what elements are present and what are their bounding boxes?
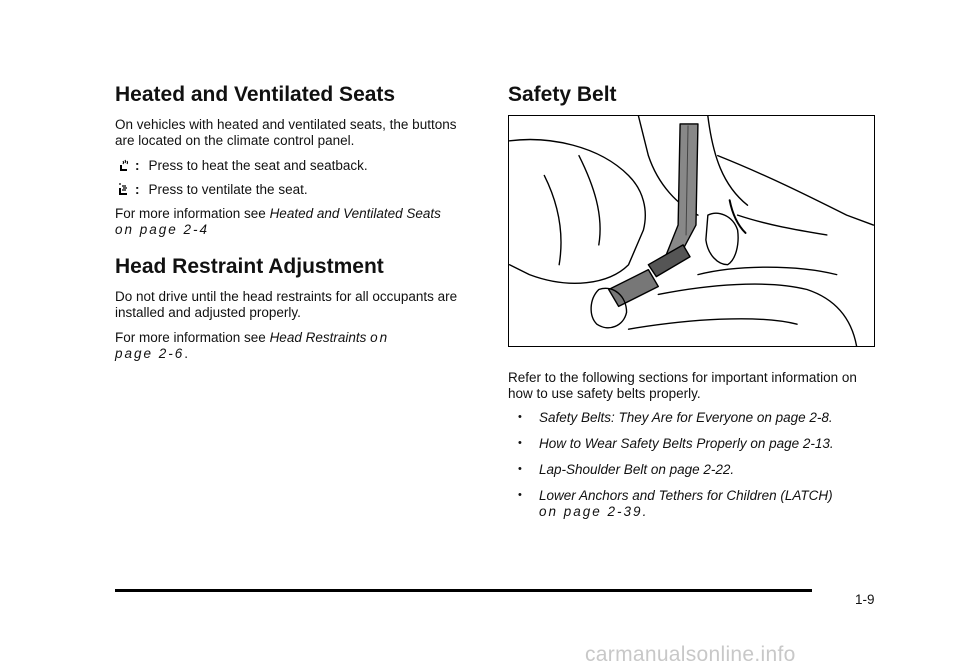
right-hand — [706, 213, 738, 264]
page-number: 1-9 — [855, 592, 875, 607]
head-restraint-heading: Head Restraint Adjustment — [115, 255, 384, 278]
heated-seat-icon — [115, 158, 131, 174]
vent-button-line — [115, 182, 475, 198]
left-sleeve-fold-2 — [544, 175, 561, 264]
watermark: carmanualsonline.info — [585, 643, 796, 666]
head-restraint-link[interactable]: Head Restraints — [269, 330, 367, 345]
link-text[interactable]: Lap-Shoulder Belt on page 2-22. — [539, 462, 735, 477]
lap-line — [698, 267, 837, 274]
vent-button-text: Press to ventilate the seat. — [148, 182, 308, 197]
person-buckling-belt-illustration — [509, 116, 874, 346]
list-item[interactable] — [508, 462, 878, 478]
link-text[interactable]: How to Wear Safety Belts Properly on page 2-13. — [539, 436, 834, 451]
heated-more-info-prefix: For more information see — [115, 206, 270, 221]
bullet-icon: • — [518, 463, 522, 475]
leg-contour — [658, 284, 856, 346]
right-arm-lower — [738, 215, 827, 235]
list-item[interactable] — [508, 410, 878, 426]
heated-more-info-link[interactable]: Heated and Ventilated Seats — [269, 206, 441, 221]
heat-colon: : — [135, 158, 140, 173]
left-sleeve-fold — [579, 156, 600, 245]
bullet-icon: • — [518, 437, 522, 449]
heated-more-info — [115, 206, 475, 238]
bullet-icon: • — [518, 489, 522, 501]
head-restraint-body: Do not drive until the head restraints for all occupants are installed and adjusted properly. — [115, 289, 458, 320]
heated-more-info-page[interactable]: on page 2-4 — [115, 222, 210, 237]
bullet-icon: • — [518, 411, 522, 423]
safety-belt-text — [508, 370, 878, 520]
head-restraint-more-info — [115, 330, 475, 362]
vent-colon: : — [135, 182, 140, 197]
ventilated-seat-icon — [115, 182, 131, 198]
safety-belt-illustration — [508, 115, 875, 347]
heated-seats-heading: Heated and Ventilated Seats — [115, 83, 396, 106]
heat-button-text: Press to heat the seat and seatback. — [148, 158, 368, 173]
link-text[interactable]: Safety Belts: They Are for Everyone on page 2-8. — [539, 410, 833, 425]
left-column — [115, 82, 475, 362]
head-restraint-period: . — [184, 346, 189, 361]
safety-belt-heading: Safety Belt — [508, 83, 617, 106]
link-text[interactable]: Lower Anchors and Tethers for Children (LATCH) — [539, 488, 833, 503]
heat-button-line — [115, 158, 475, 174]
shoulder-belt — [666, 124, 698, 255]
right-arm-outline — [718, 156, 874, 225]
list-item[interactable] — [508, 436, 878, 452]
footer-rule — [115, 589, 812, 592]
heated-seats-intro: On vehicles with heated and ventilated seats, the buttons are located on the climate control panel. — [115, 117, 457, 148]
safety-belt-intro: Refer to the following sections for important information on how to use safety belts properly. — [508, 370, 857, 401]
leg-contour-2 — [629, 319, 798, 329]
list-item[interactable] — [508, 488, 878, 520]
left-arm-outline — [510, 140, 646, 284]
buckle — [609, 270, 659, 307]
link-text-page[interactable]: on page 2-39. — [539, 504, 649, 519]
head-restraint-more-info-prefix: For more information see — [115, 330, 270, 345]
head-restraint-on[interactable]: on — [370, 330, 390, 345]
right-column — [508, 82, 878, 108]
safety-belt-link-list — [508, 410, 878, 520]
shirt-right — [708, 116, 748, 205]
head-restraint-page[interactable]: page 2-6 — [115, 346, 185, 361]
